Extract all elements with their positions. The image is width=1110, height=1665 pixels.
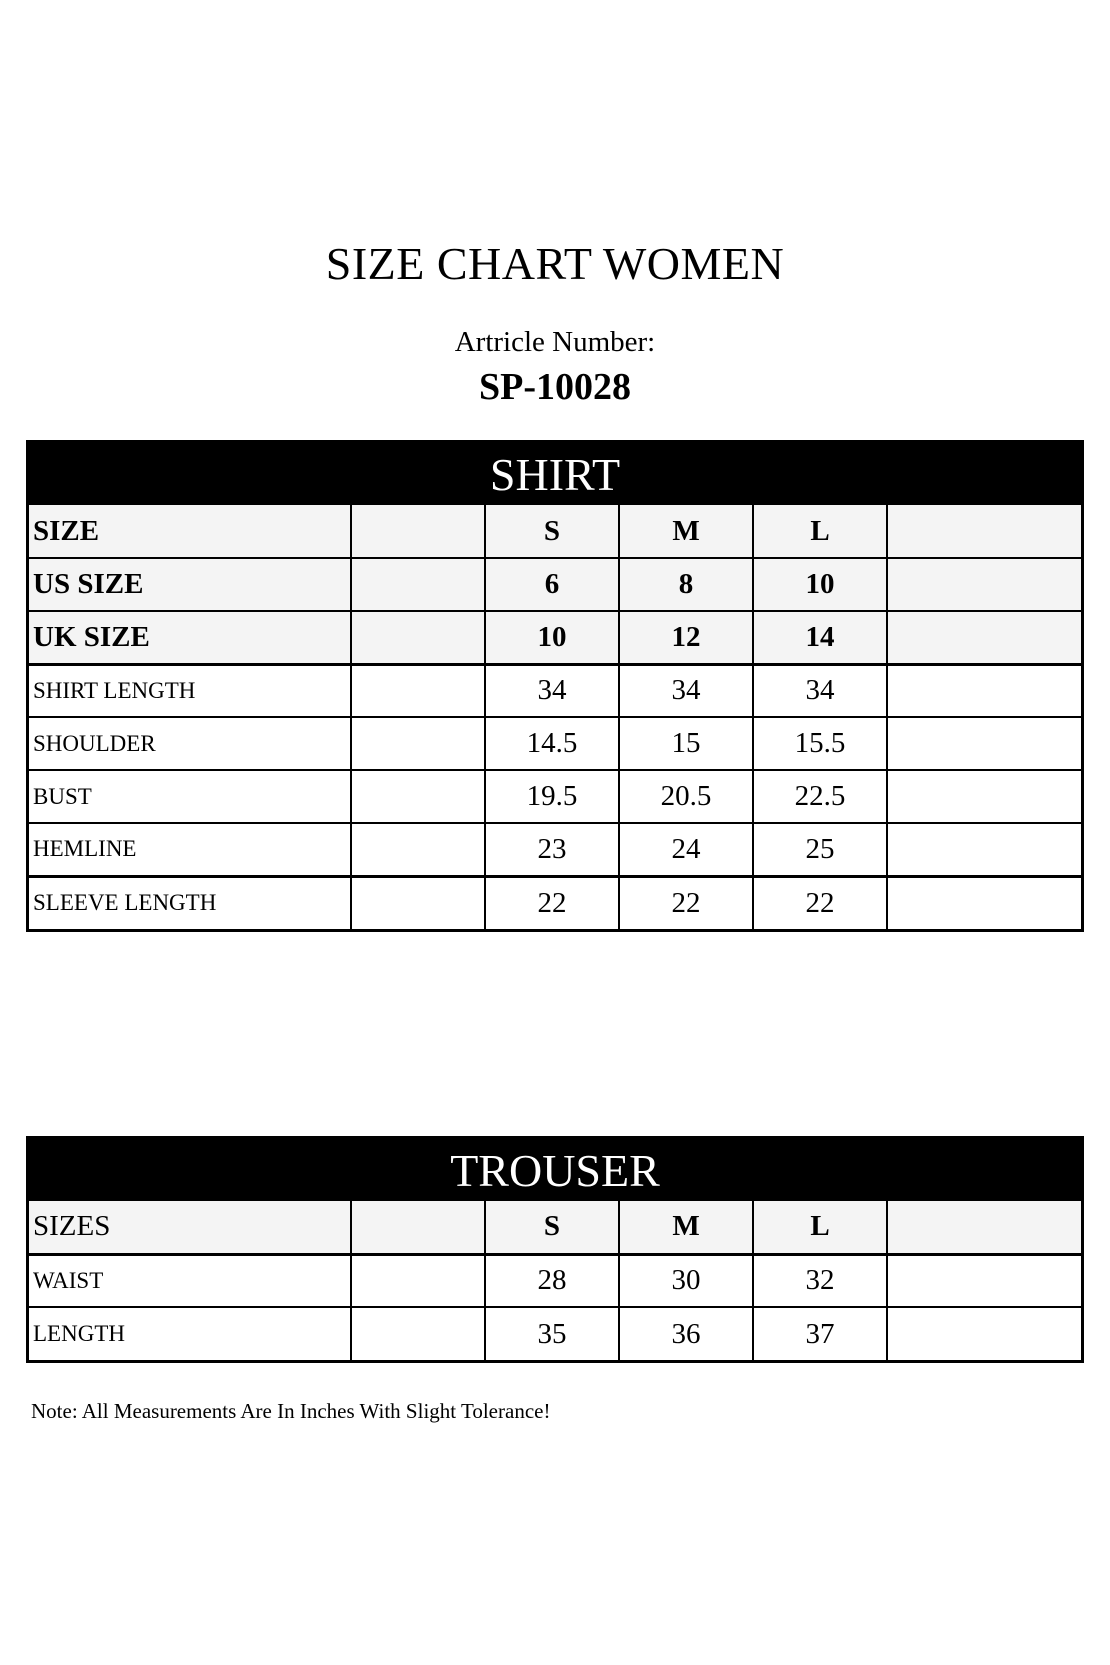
table-row	[29, 770, 1081, 823]
table-cell: 22	[485, 876, 619, 929]
shirt-section-header: SHIRT	[29, 443, 1081, 505]
table-row	[29, 505, 1081, 558]
trouser-section-header: TROUSER	[29, 1139, 1081, 1201]
table-cell: 34	[753, 664, 887, 717]
table-cell	[351, 1307, 485, 1360]
table-row	[29, 876, 1081, 929]
table-cell	[351, 770, 485, 823]
row-label: HEMLINE	[29, 823, 351, 876]
table-cell: 35	[485, 1307, 619, 1360]
table-cell	[351, 717, 485, 770]
trouser-size-table	[26, 1136, 1084, 1363]
table-cell	[351, 823, 485, 876]
table-cell: 22.5	[753, 770, 887, 823]
row-label: SIZES	[29, 1201, 351, 1254]
table-row	[29, 611, 1081, 664]
table-cell	[351, 558, 485, 611]
table-cell	[887, 717, 1081, 770]
table-cell: 34	[619, 664, 753, 717]
table-cell: 36	[619, 1307, 753, 1360]
table-cell: L	[753, 505, 887, 558]
page-title: SIZE CHART WOMEN	[325, 238, 785, 289]
row-label: UK SIZE	[29, 611, 351, 664]
table-cell: M	[619, 1201, 753, 1254]
table-cell	[887, 611, 1081, 664]
table-cell: 14.5	[485, 717, 619, 770]
table-cell: 23	[485, 823, 619, 876]
table-cell: L	[753, 1201, 887, 1254]
table-cell: 8	[619, 558, 753, 611]
article-number: SP-10028	[479, 366, 631, 408]
row-label: LENGTH	[29, 1307, 351, 1360]
article-number-label: Artricle Number:	[454, 326, 656, 358]
table-row	[29, 1254, 1081, 1307]
shirt-table	[29, 505, 1081, 929]
table-cell: 10	[753, 558, 887, 611]
table-cell: 14	[753, 611, 887, 664]
table-cell: 19.5	[485, 770, 619, 823]
table-row	[29, 664, 1081, 717]
table-cell	[351, 1254, 485, 1307]
table-row	[29, 717, 1081, 770]
table-cell	[351, 505, 485, 558]
table-cell: 34	[485, 664, 619, 717]
row-label: SLEEVE LENGTH	[29, 876, 351, 929]
table-cell	[887, 1254, 1081, 1307]
table-cell: 6	[485, 558, 619, 611]
row-label: SIZE	[29, 505, 351, 558]
row-label: SHOULDER	[29, 717, 351, 770]
table-cell: 22	[619, 876, 753, 929]
table-cell: 10	[485, 611, 619, 664]
table-cell: S	[485, 1201, 619, 1254]
row-label: WAIST	[29, 1254, 351, 1307]
table-cell	[887, 770, 1081, 823]
table-cell: 15	[619, 717, 753, 770]
table-cell	[887, 558, 1081, 611]
table-row	[29, 558, 1081, 611]
table-cell	[351, 1201, 485, 1254]
table-cell: 15.5	[753, 717, 887, 770]
row-label: US SIZE	[29, 558, 351, 611]
table-cell: 24	[619, 823, 753, 876]
row-label: BUST	[29, 770, 351, 823]
table-cell: 32	[753, 1254, 887, 1307]
table-row	[29, 823, 1081, 876]
table-cell: 30	[619, 1254, 753, 1307]
table-cell: 28	[485, 1254, 619, 1307]
table-cell	[887, 664, 1081, 717]
table-cell	[351, 876, 485, 929]
table-cell	[887, 823, 1081, 876]
table-cell: 20.5	[619, 770, 753, 823]
table-cell	[887, 1307, 1081, 1360]
table-cell	[887, 1201, 1081, 1254]
table-cell: 22	[753, 876, 887, 929]
table-row	[29, 1307, 1081, 1360]
table-cell	[351, 664, 485, 717]
trouser-table	[29, 1201, 1081, 1360]
table-cell	[887, 876, 1081, 929]
measurement-note: Note: All Measurements Are In Inches With Slight Tolerance!	[31, 1399, 551, 1423]
row-label: SHIRT LENGTH	[29, 664, 351, 717]
table-cell: M	[619, 505, 753, 558]
table-cell: 37	[753, 1307, 887, 1360]
table-cell: 25	[753, 823, 887, 876]
table-cell	[887, 505, 1081, 558]
table-cell: 12	[619, 611, 753, 664]
table-cell: S	[485, 505, 619, 558]
shirt-size-table	[26, 440, 1084, 932]
table-row	[29, 1201, 1081, 1254]
table-cell	[351, 611, 485, 664]
